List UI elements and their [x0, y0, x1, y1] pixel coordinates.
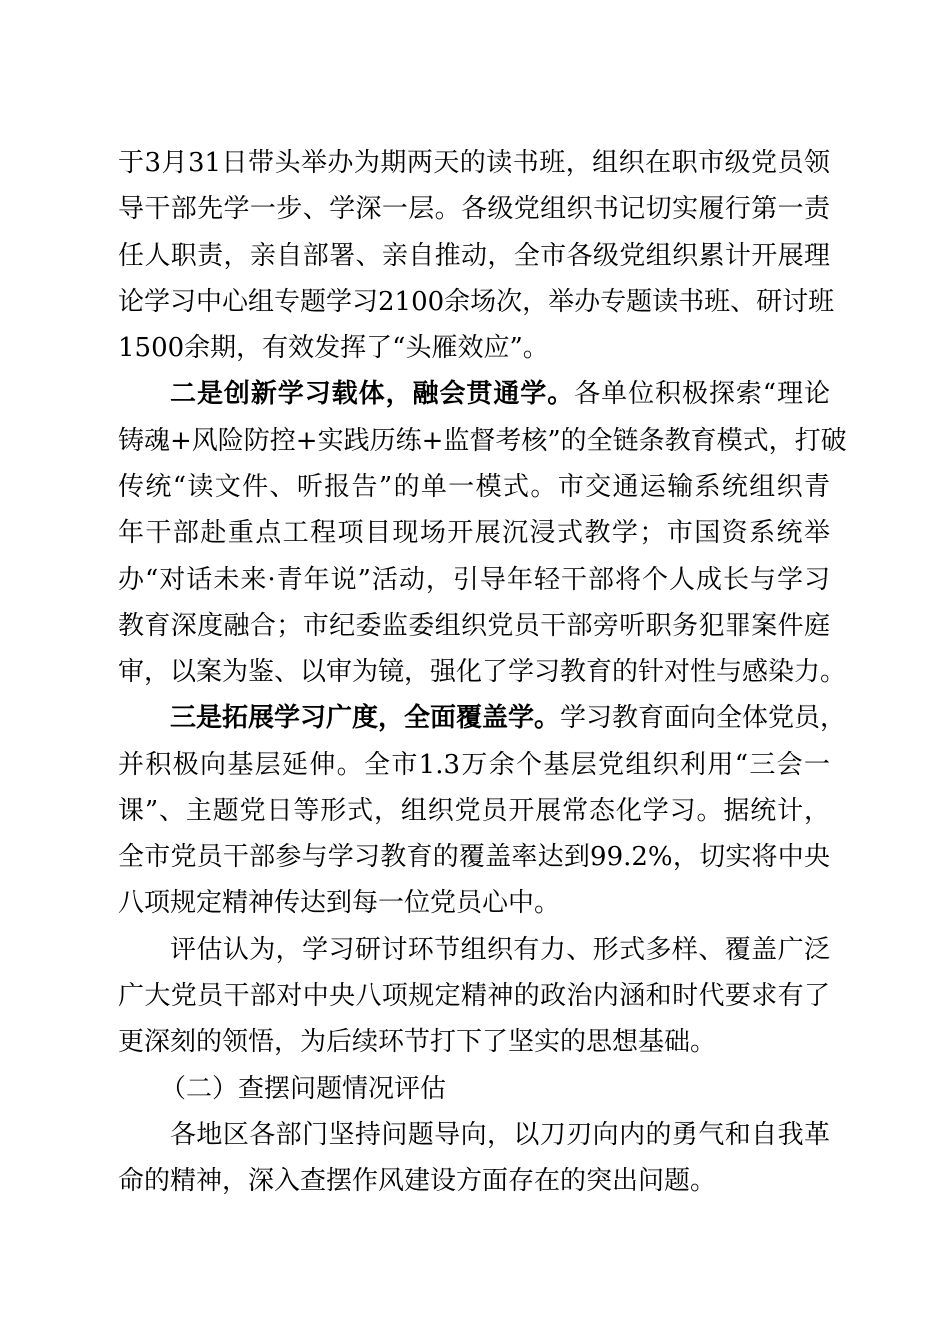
paragraph-2-line-6: 教育深度融合；市纪委监委组织党员干部旁听职务犯罪案件庭: [118, 611, 830, 641]
paragraph-1-line-3: 任人职责，亲自部署、亲自推动，全市各级党组织累计开展理: [118, 241, 830, 271]
section-heading: （二）查摆问题情况评估: [160, 1074, 447, 1104]
paragraph-5-line-2: 命的精神，深入查摆作风建设方面存在的突出问题。: [118, 1166, 717, 1196]
paragraph-3-line-3: 课”、主题党日等形式，组织党员开展常态化学习。据统计，: [118, 796, 830, 826]
paragraph-4-line-2: 广大党员干部对中央八项规定精神的政治内涵和时代要求有了: [118, 981, 830, 1011]
paragraph-2-lead: 二是创新学习载体，融会贯通学。: [170, 379, 575, 409]
paragraph-3-line-1: [170, 695, 847, 741]
paragraph-1-line-2: 导干部先学一步、学深一层。各级党组织书记切实履行第一责: [118, 194, 830, 224]
paragraph-2-line-3: 传统“读文件、听报告”的单一模式。市交通运输系统组织青: [118, 472, 830, 502]
paragraph-4-line-3: 更深刻的领悟，为后续环节打下了坚实的思想基础。: [118, 1027, 717, 1057]
paragraph-1-line-1: 于3月31日带头举办为期两天的读书班，组织在职市级党员领: [118, 148, 830, 178]
paragraph-2-line-1: [170, 371, 830, 417]
paragraph-4-line-1: 评估认为，学习研讨环节组织有力、形式多样、覆盖广泛: [170, 935, 830, 965]
paragraph-3-line-4: 全市党员干部参与学习教育的覆盖率达到99.2%，切实将中央: [118, 842, 830, 872]
paragraph-3-line-5: 八项规定精神传达到每一位党员心中。: [118, 888, 561, 918]
paragraph-5-line-1: 各地区各部门坚持问题导向，以刀刃向内的勇气和自我革: [170, 1120, 830, 1150]
paragraph-2-line-7: 审，以案为鉴、以审为镜，强化了学习教育的针对性与感染力。: [118, 657, 847, 687]
paragraph-3-line-2: 并积极向基层延伸。全市1.3万余个基层党组织利用“三会一: [118, 750, 830, 780]
paragraph-3-first-rest: 学习教育面向全体党员，: [560, 703, 847, 733]
paragraph-1-line-4: 论学习中心组专题学习2100余场次，举办专题读书班、研讨班: [118, 287, 835, 317]
paragraph-2-line-5: 办“对话未来·青年说”活动，引导年轻干部将个人成长与学习: [118, 565, 830, 595]
paragraph-1-line-5: 1500余期，有效发挥了“头雁效应”。: [118, 333, 549, 363]
paragraph-2-line-2: 铸魂+风险防控+实践历练+监督考核”的全链条教育模式，打破: [118, 426, 847, 456]
paragraph-3-lead: 三是拓展学习广度，全面覆盖学。: [170, 703, 561, 733]
paragraph-2-first-rest: 各单位积极探索“理论: [574, 379, 830, 409]
paragraph-2-line-4: 年干部赴重点工程项目现场开展沉浸式教学；市国资系统举: [118, 518, 830, 548]
